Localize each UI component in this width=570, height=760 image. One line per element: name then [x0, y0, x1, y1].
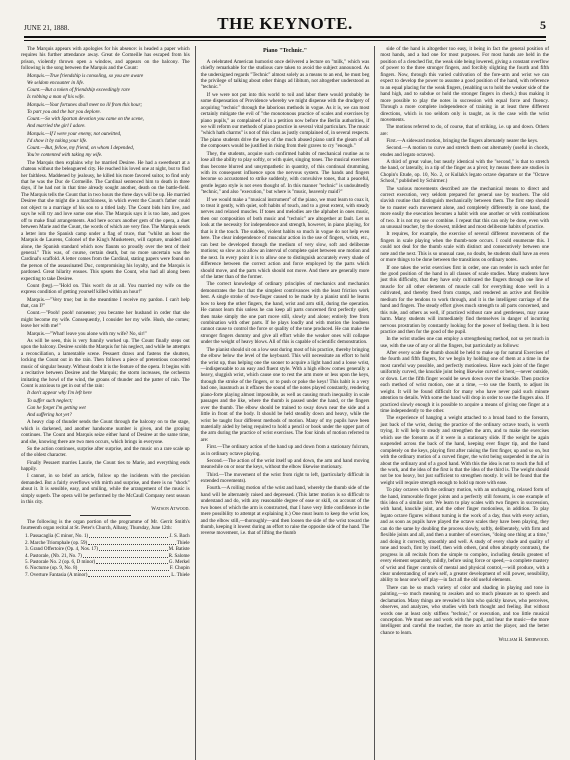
- article-paragraph: In the wrist studies one can employ a strengthening method, not so yet much in use, with the use of any or all the fingers, but particularly as follows:: [380, 336, 550, 349]
- article-paragraph: Second.—A motion to curve and stretch them out alternately (useful in chords, etudes and legato octaves).: [380, 145, 550, 158]
- dialog-line: Count (beg).—"Hold on. This won't do at all. You married my wife on the express condition of getting yourself killed within an hour!": [21, 283, 190, 296]
- leader-dots: [83, 553, 168, 558]
- dialog-line: Marquis.—"What! leave you alone with my wife? No, sir!": [27, 330, 147, 337]
- article-paragraph: First.—A sideward motion, bringing the fingers alternately nearer the keys.: [386, 137, 539, 144]
- article-paragraph: Third.—The movement of the wrist from right to left, (particularly difficult in extended movements).: [200, 471, 370, 485]
- article-paragraph: If we would make a "musical instrument" of the piano, we must learn to coax it, to treat it gently, with quiet, soft habits of touch, and to a great extent, with steady nerves and relaxed muscles. If tones and melodies are the alphabet in ones music, then our composition of both music and "technic" are altogether at fault. Let us look at the necessity for independence and strength, however, in piano playing, for that is it the touch. The sudden, violent habits so much in vogue do not help even here. The clear independence of muscular action in the use of fingers, wrists, etc., can best be developed through the medium of very slow, soft and deliberate motions; so slow as to allow an interval of complete quiet between one motion and the next. In every point it is to allow one to distinguish accurately every shade of difference between the correct action and force employed by the parts which should move, and the parts which should not move. And there are generally more of the latter than of the former.: [200, 196, 370, 281]
- article-paragraph: If one takes the wrist exercises first in order, one can render in such order for the good position of the hand in all classes of scale studies. Many students have just this difficulty, that they have only cultivated the fingers through one line of muscle for all other elements of muscle call for everything done well in a cultivated, and thereby freed from cramps, and rendered an active and flexible medium for the tendons to work through, and it is the intelligent carriage of the hand and fingers. The steady effort gives much strength to all parts concerned, and this rule, and others as well, if practiced without care and gentleness, may cause harm. Many students will immediately find themselves in danger of incurring nervous prostration by constantly looking for the power of feeling them. It is best practice and then for the good of the pupil.: [380, 264, 550, 336]
- leader-dots: [99, 546, 168, 551]
- issue-date: JUNE 21, 1888.: [24, 24, 70, 32]
- programme-piece: 1. Passacaglia (C minor, No. 1): [25, 533, 89, 540]
- song-line: It don't appear why I'm left here: [27, 390, 92, 397]
- dialog-line: Marquis.—"Very true; but in the meantime I receive my pardon. I can't help that, can I?": [21, 296, 190, 310]
- article-paragraph: Second.—The action of the wrist itself up and down, the arm and hand moving meanwhile on or near the keys, without the elbow likewise motionary.: [200, 457, 370, 471]
- song-verses: [21, 390, 190, 418]
- article-columns: [16, 46, 554, 760]
- song-verses: [21, 73, 190, 159]
- song-line: Count.—But a token of friendship exceedingly rare: [27, 87, 130, 94]
- page-header: [24, 8, 546, 38]
- header-rule: [24, 40, 546, 41]
- page-number: 5: [539, 18, 546, 32]
- article-body: [201, 59, 370, 537]
- programme-piece: 7. Overture Fantasia (A minor): [25, 571, 88, 578]
- dialog-block: [21, 283, 190, 337]
- article-paragraph: side of the hand is altogether too easy, it being in fact the general position of most hands, and a bad one for most purposes. For most hands are held in the position of a clenched fist, the weak side being lowered, giving a constant overflow of power to the three stronger fingers, and forcibly slighting the fourth and fifth fingers. Now, through this varied cultivation of the fore-arm and wrist we can expect to develop the power to assume a good position of the hand, with reference to an equal placing for the weak fingers, (enabling us to hold the weaker side of the hand high, and to subdue or hold the stronger fingers in check,) thus making it more possible to play the notes in succession with equal force and fluency. Through a more complete independence of training in at least three different directions, which is too seldom only is taught, as is the case with the wrist movements.: [380, 46, 550, 123]
- leader-dots: [89, 533, 168, 538]
- programme-composer: R. Salome: [168, 552, 190, 559]
- article-paragraph: A third of great value, but nearly identical with the "second," is that to stretch the hand, or laterally, in a tip of the finger as a pivot; by means there are studies in Chopin's Etude, op. 10, No. 2, or Kullak's legato octave departure or the "Octave School," published by Schirmer.): [380, 158, 550, 185]
- article-paragraph: Fourth.—A rolling motion of the wrist and hand, whereby the thumb side of the hand will be alternately raised and depressed. (This latter motion is so difficult to understand and do, with any reasonable degree of ease or skill, on account of the two bones of which the arm is constructed, that I have very little confidence in the mere possibility to attempt at explaining it.) One must learn to keep the wrist low, and the elbow still,—thoroughly—and then loosen the side of the wrist toward the thumb, keeping it lowest during an effort to raise the opposite side of the hand. The reverse movement, i.e. that of lifting the thumb: [200, 485, 370, 537]
- recital-intro: The following is the organ portion of the programme of Mr. Gerrit Smith's fourteenth organ recital at St. Peter's Church, Albany, Thursday, June 12th:: [21, 518, 190, 532]
- programme-composer: Thiele: [176, 539, 190, 546]
- song-line: To part you and the bar you deplore.: [27, 108, 101, 115]
- article-paragraph: They, the students, acquire such confirmed habits of mechanical routine as to lose all the ability to play softly, or with quiet, singing tones. The musical exercises thus become blurred and unsympathetic in quantity, of this continual drumming, with its consequent influence upon the nervous system. The hands and fingers become so accustomed to strike suddenly, with convulsive tones, that a peaceful, gentle legato style is not even thought of. In this manner "technic" is undoubtedly "technic," and also "execution," but where is "music, heavenly maid?": [200, 150, 370, 196]
- programme-piece: 3. Grand Offertoire (Op. 4, Nos. 17): [25, 546, 99, 553]
- song-line: Marquis.—Your fortunes shall meet no ill from this hour;: [27, 101, 143, 108]
- leader-dots: [78, 565, 169, 570]
- article-title: Piano "Technic.": [262, 48, 308, 54]
- song-line: Count.—So with Spartan devotion you came on the scene,: [27, 116, 144, 123]
- leader-dots: [88, 540, 176, 545]
- column-left: [16, 46, 195, 760]
- opera-paragraph: The Marquis appears with apologies for his absence: is headed a paper which requires his further attendance away. Great de Cormeille has escaped from his prison, violently thrown open a window, and appears on the balcony. The following is the song between the Marquis and the Count:: [21, 46, 190, 72]
- article-paragraph: The motions referred to do, of course, that of striking, i.e. up and down. Others are:: [380, 124, 550, 137]
- leader-dots: [96, 559, 168, 564]
- programme-composer: F. Chopin: [169, 565, 190, 572]
- article-paragraph: The various movements described are the mechanical means to direct and correct execution, very seldom prepared for general use by teachers. The old slavish routine that distinguish mechanically between them. The first step should be to master each movement alone, and completely differently in one hand, the more easily the execution becomes a habit with one another or with combinations of two. It is not my use or combine. I repeat that this can only be done, even with an unusual teacher, by the slowest, mildest and most deliberate habits of practice.: [380, 185, 550, 231]
- author-signature: Watson Atwood.: [151, 506, 190, 513]
- opera-paragraph: So the action continues, surprise after surprise, and the music on a rare scale up of the oldest character.: [21, 445, 190, 459]
- article-body-continued: [380, 46, 549, 636]
- recital-programme: [21, 533, 190, 578]
- song-line: And married the girl I adore.: [27, 123, 86, 130]
- opera-paragraph: As will be seen, this is very funnily worked up. The Count finally steps out upon the balcony. Desiree scolds the Marquis for his neglect, and while he attempts a reconciliation, a lamentable scene. Pessaert draws and fastens the shutters, locking the Count out in the rain. Then follows a piece of pretentious concerted music of singular beauty. Without doubt it is the feature of the opera. It begins with a recitative between Desiree and the Marquis; the storm increases, the orchestra imitating the howl of the wind, the groans of thunder and the patter of rain. The Count is anxious to get in out of the rain:: [21, 337, 190, 389]
- song-line: Marquis.—If I were your enemy, not outwitted,: [27, 130, 122, 137]
- article-paragraph: The pianist should sit on a low seat during most of his practice, thereby bringing the elbow below the level of the keyboard. This will necessitate an effort to hold the wrist up, thus helping one the sooner to acquire a light hand and a loose wrist,—indispensable to an easy and fluent style. With a high elbow comes generally a heavy, sluggish wrist, which cause one to rest the arm more or less upon the keys, through the stroke of the fingers, or to push or poke the keys! This habit is a very bad one, inasmuch as it effaces the sound of the notes played constantly, rendering piano-forte playing almost impossible, as well as causing much inequality in scale passages and the like, where the thumb is passed under the hand, or the fingers over the thumb. The elbow should be trained to sway down near the side and a little in front of the body. It should be held steadily down and heavy, while the wrist be taught four different methods of motion. Many of my pupils have been materially aided by being required to hold a pencil or book under the upper part of the arm during the practice of wrist exercises. The four kinds of motion referred to are:: [200, 346, 370, 443]
- article-paragraph: The correct knowledge of ordinary principles of mechanics and mechanics demonstrates the fact that the simplest contrivances with the least friction work best. A single stroke of two-finger caused to be made by a pianist until he learns how to keep the other fingers, the hand, wrist and arm still, during the operation. He cannot learn this unless he can keep all parts concerned first perfectly quiet, then make simply the one part move still, slowly and alone; entirely free from combination with other parts. If he plays loudly and with motion the loudness cannot cause to control the force or quality of the tone produced. He can make the stronger fingers dummy and give all effort while the weaker ones will collapse under the weight of heavy blows. All of this is capable of scientific demonstration.: [200, 281, 370, 346]
- programme-piece: 5. Pastorale No. 2 (op. 6, D minor): [25, 559, 96, 565]
- dialog-line: Count.—"Pooh! pooh! nonsense; you became her husband in order that she might become my wife. Consequently, I consider her my wife. Hush, she comes; leave her with me!": [21, 310, 190, 330]
- column-middle: [195, 46, 376, 760]
- programme-piece: 2. Marche Triomphale (op. 59): [25, 539, 88, 546]
- programme-composer: L. Thiele: [171, 571, 190, 578]
- article-paragraph: First.—The ordinary action of the hand up and down from a stationary fulcrum, as in ordinary octave playing.: [200, 444, 370, 457]
- article-paragraph: There can be so much variety of color and shading in playing and tone in painting,—so much meaning to awaken and so much pleasure as to speech and declamation. Many things are revealed to him who quickly knows, who perceives, observes, and analyzes, who studies with both thought and feeling. But without words one at least only stiffens "technic," or execution, and too little musical conception. We must see and work with the pupil, and hear the music—the more intelligent and careful the teacher, the more an artist the player, and the better chance to learn.: [380, 584, 550, 636]
- song-line: We seldom encounter in life.: [27, 79, 85, 86]
- masthead-title: THE KEYNOTE.: [217, 14, 353, 33]
- opera-paragraph: Finally Pessaert marries Laurie, the Count ties to Marie, and everything ends happily.: [21, 459, 190, 473]
- opera-paragraph: The Marquis then explains why he married Desiree. He had a sweetheart at a chateau without the beleaguered city. He reached his loved one at night, but to find her faithless. Maddened by jealousy, he killed his more favored suitor, to find only that he was the Duc de Cormeille. The Cardinal sentenced him to death in three days, if he had not in that time already sought another, death on the battle-field. The Marquis tells the Count that in two hours the three days will be up. He married Desiree that she might die a marchioness, in which event the Count's father could not object to a marriage of his son to a titled lady. The Count bids him live, and says he will try and love some one else. The Marquis says it is too late, and goes off to make final arrangements. And here occurs another gem of the opera, a duet between Marie and the Count, the words of which are very fine. The Marquis sends a letter into the Spanish camp under a flag of truce, that "whilst an hour the Marquis de Laurens, Colonel of the King's Musketeers, will capture, unaided and alone, the Spanish standard which now flaunts so proudly over the tent of their general." This was, of course, certain death, but no more uncertain was the Cardinal's scaffold. A letter comes from the Cardinal, stating papers were found on the person of the assassinated Duc, compromising his loyalty, and the Marquis is pardoned. Great hilarity ensues. This upsets the Count, who had all along been expecting to take Desiree.: [21, 159, 190, 282]
- song-line: You're contented with taking my wife.: [27, 152, 103, 159]
- article-paragraph: After every scale the thumb should be held to make up for natural Exercises of the fourth and fifth fingers, for we begin by holding one of them at a time in the most careful way possible, and perfectly motionless. Have each joint of the finger uniformly curved, the knuckle joint being likewise curved or bent,—never outside, or down. Let the fifth finger would be sewn down over the knuckle. Then practice each method of wrist motion, one at a time, —to use the fourth, to adjust its weight. It will be found difficult for many who have never paid such minute attention to details. With some the hand will drop in order to use the fingers also. If practiced slowly enough it is possible to acquire a means of giving one finger at a time independently to the other.: [380, 350, 550, 415]
- programme-composer: M. Batiste: [168, 546, 190, 553]
- song-line: And suffering hot yet?: [27, 412, 72, 418]
- opera-paragraph: I cannot, in so brief an article, follow up the incidents with the precision demanded. But a fairly overflows with mirth and surprise, and there is no "shock" about it. It is sensible, easy, and smiling, while the arrangement of the music is simply superb. The opera will be performed by the McCaull Company next season in this city.: [21, 473, 190, 506]
- opera-paragraph: A heavy clap of thunder sends the Count through the balcony on to the stage, which is darkened, and another handsome number is given, and the groping continues. The Count and Marquis seize either hand of Desiree at the same time, and she, knowing there are two men occurs, which brings in everyone.: [21, 419, 190, 445]
- programme-item: [25, 572, 190, 578]
- song-line: I'd show it by taking your life.: [27, 137, 88, 144]
- article-paragraph: To play octaves with the ordinary motion, with an unchanging, relaxed form of the hand, immovable finger joints and a perfectly still forearm, is one example of this idea of a similar sort. We learn to play scales with two fingers in succession, with hand, knuckle joint, and the other finger motionless, in addition. To play legato octave figures without turning is the work of a day, thus with every action, and as soon as pupils have played the octave scales they have been playing, they can do the same by doubling the process slowly, softly, deliberately, with firm and flexible joints and all, and then a number of exercises, "doing one thing at a time," and doing it correctly, smoothly and well. A study of every shade and quality of tone and touch, first by itself, then with others, (and often abruptly contrasts), the progress in all recitals from the simple to complex, including details greatest of every element separately, mildly, before using force or speed,—a complete mastery of wrist and finger controls of mental and physical control,—will produce, with a clear understanding of one's self, a greater development of will power, sensibility, ability to hear one's self play—in fact all the old useful elements.: [380, 487, 550, 584]
- programme-composer: G. Merkel: [168, 559, 190, 565]
- leader-dots: [88, 572, 170, 577]
- song-line: To suffer such neglect;: [27, 397, 73, 404]
- song-line: Count.—But, fellow, my friend, on whom I depended,: [27, 145, 134, 152]
- article-paragraph: The experience of hanging a weight attached to a broad band to the forearm, just back of the wrist, during the practice of the ordinary octave touch, is worth trying. It will help to steady and strengthen the arm, and to make the exercises which use the forearm as if it were in a stationary slide. If the weight be again suspended across the back of the hand, keeping ever finger tip, and the hand completely on the keys, playing first after raising the first finger, up and so on, but with the ordinary motion of a curved finger, the wrist being suspended in the air in about the ordinary and of a good hand. With this the idea is not to reach the full of the work, and the idea of the first is that the idea of the third is. The weight should not be too heavy, but just sufficient to strengthen mostly. It will be found that the weight will require strength enough to hold up more with ease.: [380, 415, 550, 486]
- song-line: Is robbing a man of his wife.: [27, 94, 85, 101]
- article-paragraph: If we were not put into this world to toil and labor there would probably be some dispensation of Providence whereby we might dispense with the drudgery of acquiring "technic" through the laborious methods in vogue. As it is, we can most certainly mitigate the evil of "the monotonous practice of scales and exercises by piano pupils," as complained of in a petition now before the Berlin authorities, if we will reform our methods of piano practice in several vital particulars. The music "which hath charms" is not of this class as justly complained of, in several respects. The piano students drive the keys of the much abused piano until the gleam of all the composers would be justified in rising from their graves to cry "enough.": [200, 91, 370, 150]
- section-divider: [80, 515, 131, 516]
- song-line: Can he forget I'm getting wet: [27, 404, 86, 411]
- programme-composer: J. S. Bach: [169, 533, 190, 540]
- programme-piece: 6. Nocturne (op. 9, No. 8): [25, 565, 78, 572]
- article-paragraph: It requires, for example, the exercise of several different movements of the fingers in scale playing when the thumb-note occurs. I could enumerate this. I could not deal for the thumb scale with distinct and consecutively between one note and the next. This is so unusual case, no doubt, be students shall have an even or more things to be done between the transitions on ordinary notes.: [380, 231, 550, 264]
- song-line: Marquis.—True friendship is consoling, so you are aware: [27, 72, 144, 79]
- author-signature: William H. Sherwood.: [498, 637, 550, 644]
- article-paragraph: A celebrated American humorist once delivered a lecture on "milk," which was chiefly remarkable for the studious care taken to avoid the subject announced. As the undersigned regards "Technic" almost solely as a means to an end, he must beg the privilege of talking about other things ad libitum, not altogether understood as "technic.": [200, 58, 370, 91]
- programme-piece: 4. Pastorale, (Nb. 21, No. 7): [25, 552, 82, 559]
- column-right: [375, 46, 554, 760]
